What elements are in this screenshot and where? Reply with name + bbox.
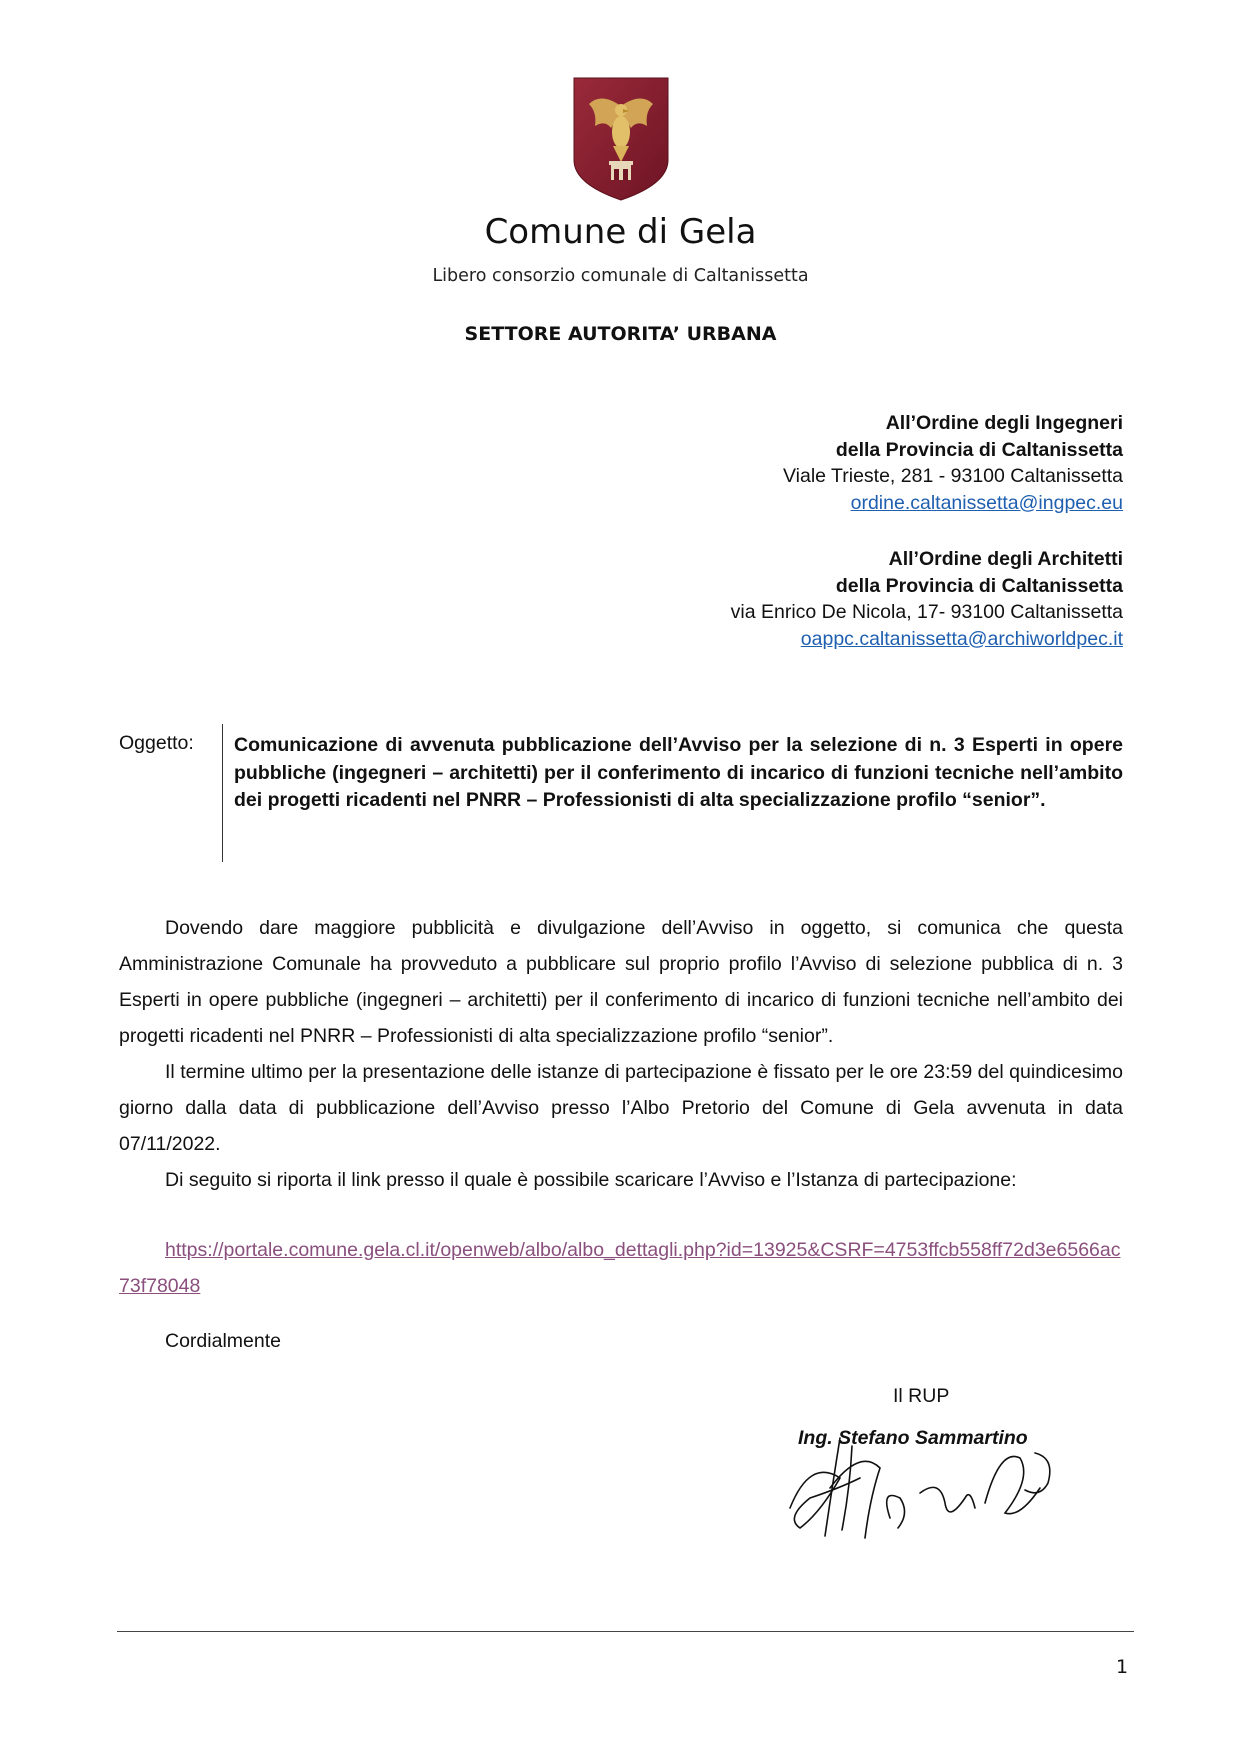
- page-title: Comune di Gela: [484, 212, 757, 252]
- recipient-address: via Enrico De Nicola, 17- 93100 Caltanissetta: [730, 601, 1123, 623]
- recipient-engineers: [523, 410, 1123, 516]
- recipient-line2: della Provincia di Caltanissetta: [835, 574, 1123, 597]
- signer-name: Ing. Stefano Sammartino: [798, 1427, 1028, 1449]
- recipient-line1: All’Ordine degli Ingegneri: [885, 412, 1123, 434]
- body-paragraph-3: Di seguito si riporta il link presso il quale è possibile scaricare l’Avviso e l’Istanza di partecipazione:: [165, 1169, 1017, 1191]
- recipient-line1: All’Ordine degli Architetti: [888, 548, 1123, 570]
- subject-text: Comunicazione di avvenuta pubblicazione dell’Avviso per la selezione di n. 3 Esperti in opere pubbliche (ingegneri – architetti) per il conferimento di incarico di funzioni tecniche nell’ambito dei progetti ricadenti nel PNRR – Professionisti di alta specializzazione profilo “senior”.: [234, 734, 1123, 811]
- recipient-line2: della Provincia di Caltanissetta: [835, 438, 1123, 461]
- subject-divider: [222, 724, 223, 862]
- closing-text: Cordialmente: [165, 1330, 281, 1352]
- recipient-address: Viale Trieste, 281 - 93100 Caltanissetta: [782, 465, 1123, 487]
- footer-divider: [117, 1631, 1134, 1632]
- download-link[interactable]: https://portale.comune.gela.cl.it/openweb/albo/albo_dettagli.php?id=13925&CSRF=4753ffcb558ff72d3e6566ac73f78048: [119, 1239, 1121, 1297]
- body-paragraph-1: Dovendo dare maggiore pubblicità e divulgazione dell’Avviso in oggetto, si comunica che questa Amministrazione Comunale ha provveduto a pubblicare sul proprio profilo l’Avviso di selezione pubblica di n. 3 Esperti in opere pubbliche (ingegneri – architetti) per il conferimento di incarico di funzioni tecniche nell’ambito dei progetti ricadenti nel PNRR – Professionisti di alta specializzazione profilo “senior”.: [119, 917, 1123, 1047]
- download-link-block: [119, 1232, 1123, 1304]
- recipient-email-link[interactable]: ordine.caltanissetta@ingpec.eu: [850, 491, 1123, 514]
- page-number: 1: [1116, 1656, 1129, 1678]
- recipient-architects: [523, 546, 1123, 652]
- body-paragraph-2: Il termine ultimo per la presentazione delle istanze di partecipazione è fissato per le ore 23:59 del quindicesimo giorno dalla data di pubblicazione dell’Avviso presso l’Albo Pretorio del Comune di Gela avvenuta in data 07/11/2022.: [119, 1061, 1123, 1155]
- handwritten-signature: [770, 1418, 1070, 1548]
- sector-heading: SETTORE AUTORITA’ URBANA: [464, 323, 777, 345]
- subject-label: Oggetto:: [119, 732, 194, 754]
- city-crest-logo: [571, 76, 671, 202]
- signer-role: Il RUP: [893, 1385, 950, 1407]
- page-subtitle: Libero consorzio comunale di Caltanissetta: [432, 266, 809, 286]
- recipient-email-link[interactable]: oappc.caltanissetta@archiworldpec.it: [800, 627, 1123, 650]
